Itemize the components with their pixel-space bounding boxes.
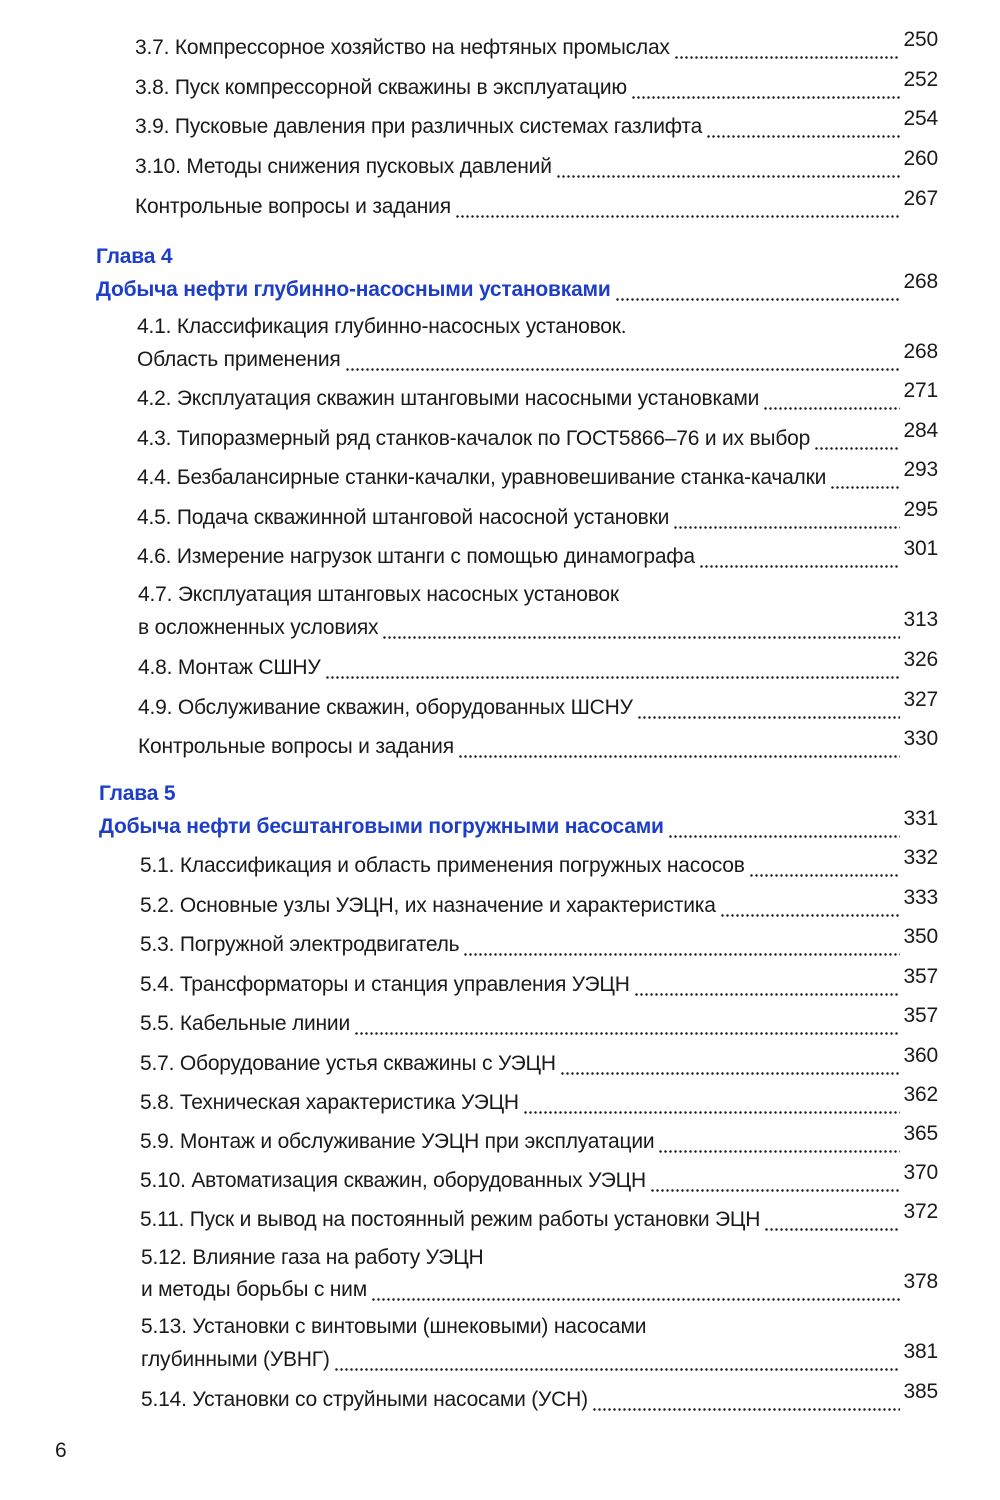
toc-entry-page: 271 <box>903 379 938 402</box>
toc-entry-page: 301 <box>903 537 938 560</box>
chapter-4-label: Глава 4 <box>96 245 173 268</box>
toc-entry[interactable] <box>0 925 1000 965</box>
toc-entry-title: 4.9. Обслуживание скважин, оборудованных ШСНУ <box>138 696 633 719</box>
toc-entry[interactable] <box>0 498 1000 538</box>
leader-dots <box>699 565 900 568</box>
leader-dots <box>334 1368 900 1371</box>
toc-entry-page: 260 <box>903 147 938 170</box>
leader-dots <box>814 447 899 450</box>
leader-dots <box>354 1032 900 1035</box>
toc-entry-title: 5.8. Техническая характеристика УЭЦН <box>140 1091 519 1114</box>
chapter-4-heading[interactable] <box>0 270 1000 310</box>
toc-entry-title: 4.8. Монтаж СШНУ <box>138 656 321 679</box>
toc-entry[interactable] <box>0 147 1000 187</box>
toc-entry-title: 5.1. Классификация и область применения погружных насосов <box>140 854 745 877</box>
leader-dots <box>455 215 900 218</box>
toc-entry-title: 3.10. Методы снижения пусковых давлений <box>135 155 552 178</box>
toc-entry-page: 267 <box>903 187 938 210</box>
toc-entry-title: 5.12. Влияние газа на работу УЭЦН <box>141 1246 484 1269</box>
leader-dots <box>382 636 899 639</box>
toc-entry-title-continued: глубинными (УВНГ) <box>141 1348 330 1371</box>
toc-entry-title-continued: Область применения <box>137 348 341 371</box>
toc-entry-page: 254 <box>903 107 938 130</box>
toc-entry-page: 295 <box>903 498 938 521</box>
toc-entry[interactable] <box>0 846 1000 886</box>
toc-entry[interactable] <box>0 965 1000 1005</box>
leader-dots <box>615 298 900 301</box>
leader-dots <box>668 835 900 838</box>
toc-entry[interactable] <box>0 379 1000 419</box>
leader-dots <box>631 96 900 99</box>
toc-entry[interactable] <box>0 28 1000 68</box>
chapter-4-title: Добыча нефти глубинно-насосными установками <box>96 278 611 301</box>
toc-entry[interactable] <box>0 1122 1000 1162</box>
toc-entry-title: Контрольные вопросы и задания <box>135 195 451 218</box>
toc-entry[interactable] <box>0 419 1000 459</box>
leader-dots <box>523 1111 900 1114</box>
toc-entry[interactable] <box>0 1200 1000 1240</box>
chapter-5-title: Добыча нефти бесштанговыми погружными насосами <box>99 815 664 838</box>
toc-entry-title-continued: в осложненных условиях <box>138 616 379 639</box>
leader-dots <box>463 953 899 956</box>
toc-entry-title: 5.4. Трансформаторы и станция управления УЭЦН <box>140 973 630 996</box>
leader-dots <box>830 486 899 489</box>
toc-entry-page: 333 <box>903 886 938 909</box>
toc-entry-page: 357 <box>903 1004 938 1027</box>
toc-entry-title: 5.11. Пуск и вывод на постоянный режим работы установки ЭЦН <box>140 1208 761 1231</box>
toc-entry[interactable] <box>0 886 1000 926</box>
leader-dots <box>673 526 899 529</box>
toc-entry[interactable] <box>0 107 1000 147</box>
toc-entry-title: 4.1. Классификация глубинно-насосных установок. <box>137 315 627 338</box>
toc-entry-page: 284 <box>903 419 938 442</box>
toc-entry-page: 350 <box>903 925 938 948</box>
toc-entry-page: 268 <box>903 340 938 363</box>
leader-dots <box>325 676 900 679</box>
toc-entry[interactable] <box>0 537 1000 577</box>
toc-entry-page: 357 <box>903 965 938 988</box>
toc-entry-title: 5.9. Монтаж и обслуживание УЭЦН при эксплуатации <box>140 1130 655 1153</box>
toc-entry-title: 3.9. Пусковые давления при различных системах газлифта <box>135 115 703 138</box>
chapter-5-page: 331 <box>903 807 938 830</box>
toc-entry-title: 3.8. Пуск компрессорной скважины в эксплуатацию <box>135 76 627 99</box>
toc-entry-title: 5.10. Автоматизация скважин, оборудованных УЭЦН <box>140 1169 646 1192</box>
chapter-5-label: Глава 5 <box>99 782 176 805</box>
toc-entry-title: 4.4. Безбалансирные станки-качалки, уравновешивание станка-качалки <box>137 466 827 489</box>
toc-entry-title: 4.7. Эксплуатация штанговых насосных установок <box>138 583 619 606</box>
toc-entry[interactable] <box>0 688 1000 728</box>
toc-entry-page: 365 <box>903 1122 938 1145</box>
leader-dots <box>371 1298 900 1301</box>
toc-entry[interactable] <box>0 1083 1000 1123</box>
leader-dots <box>345 368 900 371</box>
toc-entry-page: 293 <box>903 458 938 481</box>
leader-dots <box>658 1150 899 1153</box>
toc-entry-title: 5.7. Оборудование устья скважины с УЭЦН <box>140 1052 556 1075</box>
toc-entry-page: 332 <box>903 846 938 869</box>
leader-dots <box>634 993 900 996</box>
toc-entry-page: 362 <box>903 1083 938 1106</box>
leader-dots <box>764 1228 899 1231</box>
toc-entry[interactable] <box>0 187 1000 227</box>
toc-entry[interactable] <box>0 727 1000 767</box>
toc-entry-page: 326 <box>903 648 938 671</box>
toc-entry-title: 4.5. Подача скважинной штанговой насосной установки <box>137 506 670 529</box>
leader-dots <box>458 755 900 758</box>
toc-entry[interactable] <box>0 648 1000 688</box>
toc-entry-title: 3.7. Компрессорное хозяйство на нефтяных промыслах <box>135 36 670 59</box>
leader-dots <box>560 1072 900 1075</box>
leader-dots <box>650 1189 900 1192</box>
toc-entry-title: 5.3. Погружной электродвигатель <box>140 933 460 956</box>
leader-dots <box>706 135 899 138</box>
leader-dots <box>749 874 900 877</box>
toc-entry-title: 4.2. Эксплуатация скважин штанговыми насосными установками <box>137 387 760 410</box>
toc-entry-page: 252 <box>903 68 938 91</box>
leader-dots <box>592 1408 900 1411</box>
toc-entry-page: 385 <box>903 1380 938 1403</box>
toc-entry-title: 5.2. Основные узлы УЭЦН, их назначение и характеристика <box>140 894 716 917</box>
toc-entry-page: 313 <box>903 608 938 631</box>
toc-entry-title: 5.13. Установки с винтовыми (шнековыми) насосами <box>141 1315 647 1338</box>
leader-dots <box>637 716 900 719</box>
toc-entry-page: 370 <box>903 1161 938 1184</box>
toc-entry[interactable] <box>0 68 1000 108</box>
toc-entry[interactable] <box>0 1380 1000 1420</box>
toc-entry-title: 5.5. Кабельные линии <box>140 1012 350 1035</box>
leader-dots <box>674 56 900 59</box>
toc-entry-page: 372 <box>903 1200 938 1223</box>
toc-entry-page: 378 <box>903 1270 938 1293</box>
toc-entry-title: Контрольные вопросы и задания <box>138 735 454 758</box>
toc-entry-page: 360 <box>903 1044 938 1067</box>
leader-dots <box>763 407 899 410</box>
toc-entry-title: 4.3. Типоразмерный ряд станков-качалок по ГОСТ5866–76 и их выбор <box>137 427 811 450</box>
toc-entry-title-continued: и методы борьбы с ним <box>141 1278 367 1301</box>
toc-entry-title: 5.14. Установки со струйными насосами (УСН) <box>141 1388 588 1411</box>
leader-dots <box>720 914 900 917</box>
toc-entry-page: 250 <box>903 28 938 51</box>
toc-entry-page: 381 <box>903 1340 938 1363</box>
toc-entry-title: 4.6. Измерение нагрузок штанги с помощью динамографа <box>137 545 695 568</box>
toc-entry[interactable] <box>0 1004 1000 1044</box>
toc-entry-page: 330 <box>903 727 938 750</box>
toc-entry[interactable] <box>0 1161 1000 1201</box>
toc-entry[interactable] <box>0 458 1000 498</box>
toc-entry[interactable] <box>0 1044 1000 1084</box>
leader-dots <box>556 175 900 178</box>
chapter-4-page: 268 <box>903 270 938 293</box>
chapter-5-heading[interactable] <box>0 807 1000 847</box>
toc-entry-page: 327 <box>903 688 938 711</box>
page-number: 6 <box>55 1439 67 1462</box>
